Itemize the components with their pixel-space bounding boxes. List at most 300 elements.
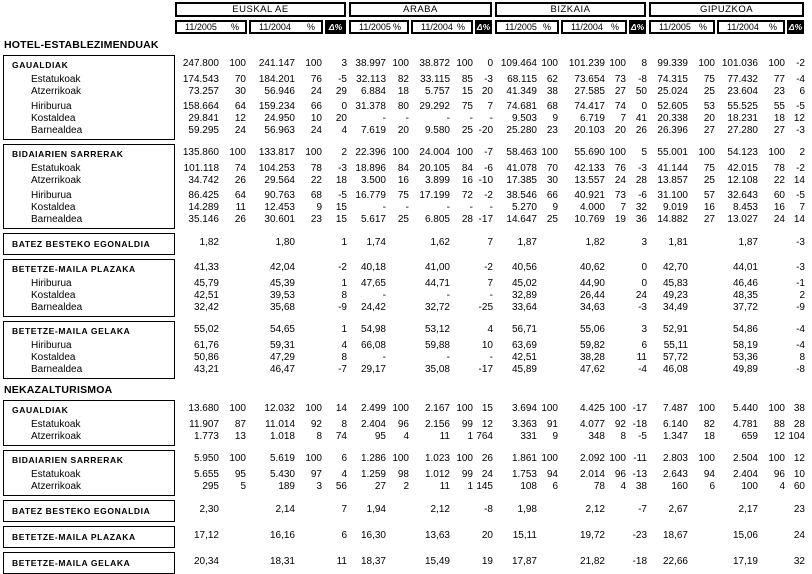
percent-cell: 100 xyxy=(229,58,246,69)
value-cell: 56,71 xyxy=(511,324,537,335)
period-current-header-araba xyxy=(349,20,409,34)
value-cell: 24 xyxy=(773,214,785,225)
value-cell: - xyxy=(469,202,473,213)
row-label: Hiriburua xyxy=(3,275,175,290)
delta-cell: 1 xyxy=(341,324,347,335)
percent-cell: 24 xyxy=(310,86,322,97)
delta-cell: 5 xyxy=(641,147,647,158)
value-cell: 109.464 xyxy=(500,58,537,69)
percent-cell: 5.757 xyxy=(424,86,450,97)
percent-cell xyxy=(297,259,325,275)
value-cell xyxy=(389,337,411,352)
table-row-barnealdea xyxy=(3,364,812,379)
value-cell: 73.257 xyxy=(188,86,219,97)
value-cell xyxy=(389,500,411,522)
value-cell: 75 xyxy=(703,163,715,174)
value-cell xyxy=(761,233,787,255)
value-cell: 12.453 xyxy=(264,202,295,213)
value-cell: 20 xyxy=(397,125,409,136)
percent-cell: 55.001 xyxy=(657,147,688,158)
delta-cell: 2 xyxy=(341,147,347,158)
value-cell: 75 xyxy=(461,101,473,112)
period-label: 11/2005 xyxy=(659,22,691,32)
delta-cell: -18 xyxy=(632,419,647,430)
value-cell: 100 xyxy=(698,58,715,69)
value-cell xyxy=(453,337,475,352)
table-row-gaualdiak xyxy=(3,55,812,71)
percent-cell xyxy=(539,275,561,290)
percent-cell: 22,66 xyxy=(662,556,688,567)
value-cell: 100 xyxy=(456,58,473,69)
delta-cell: 41 xyxy=(635,113,647,124)
percent-cell xyxy=(539,500,561,522)
value-cell: 100 xyxy=(698,453,715,464)
value-cell: 5.950 xyxy=(193,453,219,464)
value-cell: 68.115 xyxy=(507,74,537,85)
table-row-atzerrikoak xyxy=(3,175,812,187)
value-cell xyxy=(389,321,411,337)
percent-cell: 41,00 xyxy=(424,262,450,273)
delta-cell: 7 xyxy=(487,278,493,289)
value-cell: 45,39 xyxy=(269,278,295,289)
value-cell: 38,28 xyxy=(579,352,605,363)
value-cell: 25 xyxy=(703,175,715,186)
value-cell: 100 xyxy=(456,147,473,158)
percent-cell: 45,83 xyxy=(662,278,688,289)
row-label: Atzerrikoak xyxy=(3,481,175,496)
percent-cell: 73 xyxy=(614,74,626,85)
value-cell: 78 xyxy=(593,481,605,492)
delta-cell: -8 xyxy=(484,504,493,515)
percent-cell xyxy=(607,233,629,255)
value-cell xyxy=(761,552,787,574)
value-cell: 15,11 xyxy=(512,530,537,541)
percent-cell: 6.884 xyxy=(360,86,386,97)
percent-cell: 8 xyxy=(316,431,322,442)
row-group xyxy=(3,259,812,317)
percent-cell: 11 xyxy=(439,431,450,442)
percent-cell xyxy=(539,321,561,337)
value-cell: 108 xyxy=(520,481,537,492)
percent-cell: 100 xyxy=(305,403,322,414)
value-cell: 77 xyxy=(773,74,785,85)
value-cell: 101.239 xyxy=(568,58,605,69)
percent-cell: 25.024 xyxy=(657,86,688,97)
percent-cell: 11 xyxy=(439,481,450,492)
delta-cell: 4 xyxy=(341,125,347,136)
percent-cell: 100 xyxy=(741,481,758,492)
percent-cell xyxy=(221,321,249,337)
period-label: 11/2004 xyxy=(571,22,603,32)
period-current-header-gipuzkoa xyxy=(649,20,715,34)
delta-cell: -5 xyxy=(338,190,347,201)
percent-cell: 92 xyxy=(614,419,626,430)
percent-cell: - xyxy=(382,290,386,301)
value-cell: 19,72 xyxy=(579,530,605,541)
value-cell xyxy=(691,352,717,364)
value-cell xyxy=(453,259,475,275)
percent-cell: 87 xyxy=(234,419,246,430)
delta-header-euskal-ae: Δ% xyxy=(325,20,346,34)
value-cell: 63,69 xyxy=(511,340,537,351)
table-row-betetze-maila-plazaka xyxy=(3,526,812,548)
value-cell: 86.425 xyxy=(188,190,219,201)
percent-label: % xyxy=(768,22,777,32)
percent-cell xyxy=(297,500,325,522)
percent-cell: 7.619 xyxy=(360,125,386,136)
percent-label: % xyxy=(610,22,619,32)
percent-cell: 34,49 xyxy=(662,302,688,313)
region-header-gipuzkoa: GIPUZKOA xyxy=(649,2,804,17)
percent-cell: 18,37 xyxy=(360,556,386,567)
percent-cell: 9 xyxy=(552,113,558,124)
delta-cell: 12 xyxy=(481,419,493,430)
value-cell: 100 xyxy=(698,403,715,414)
value-cell: 21,82 xyxy=(579,556,605,567)
percent-label: % xyxy=(306,22,315,32)
percent-cell: 9 xyxy=(316,202,322,213)
percent-cell: 1.259 xyxy=(360,469,386,480)
delta-cell: 15 xyxy=(335,202,347,213)
value-cell xyxy=(761,259,787,275)
percent-cell: 24,42 xyxy=(360,302,386,313)
delta-cell: 3 xyxy=(641,324,647,335)
period-previous-header-araba xyxy=(411,20,473,34)
value-cell: 2,14 xyxy=(275,504,295,515)
percent-cell xyxy=(607,275,629,290)
table-row-estatukoak xyxy=(3,71,812,86)
delta-header-gipuzkoa: Δ% xyxy=(788,22,803,32)
delta-cell: 1 xyxy=(341,278,347,289)
delta-cell: -2 xyxy=(338,262,347,273)
delta-cell: -3 xyxy=(796,125,805,136)
row-label: Estatukoak xyxy=(3,71,175,86)
row-label: BIDAIARIEN SARRERAK xyxy=(3,450,175,466)
table-row-hiriburua xyxy=(3,187,812,202)
row-group xyxy=(3,55,812,140)
percent-cell: - xyxy=(382,113,386,124)
percent-cell xyxy=(539,337,561,352)
percent-cell xyxy=(607,302,629,317)
percent-cell xyxy=(607,352,629,364)
value-cell xyxy=(691,275,717,290)
value-cell: - xyxy=(405,202,409,213)
percent-cell: 9 xyxy=(552,431,558,442)
percent-cell xyxy=(221,337,249,352)
value-cell: 27 xyxy=(703,125,715,136)
percent-cell: 15,06 xyxy=(732,530,758,541)
value-cell: 43,21 xyxy=(193,364,219,375)
percent-cell: 6.805 xyxy=(424,214,450,225)
value-cell: 4 xyxy=(779,481,785,492)
percent-cell: 6.140 xyxy=(662,419,688,430)
value-cell xyxy=(761,352,787,364)
value-cell: 45,02 xyxy=(511,278,537,289)
percent-cell: 100 xyxy=(229,147,246,158)
value-cell: 45,89 xyxy=(511,364,537,375)
delta-cell: 28 xyxy=(793,419,805,430)
table-row-betetze-maila-gelaka xyxy=(3,321,812,337)
value-cell: 1,98 xyxy=(517,504,537,515)
percent-cell: 17,19 xyxy=(732,556,758,567)
delta-cell: 19 xyxy=(481,556,493,567)
region-header-euskal-ae: EUSKAL AE xyxy=(175,2,346,17)
row-label: Atzerrikoak xyxy=(3,175,175,187)
value-cell: 104.253 xyxy=(258,163,295,174)
percent-cell: 101.036 xyxy=(721,58,758,69)
percent-cell: 1.347 xyxy=(662,431,688,442)
value-cell: 42,51 xyxy=(193,290,219,301)
percent-cell: 26 xyxy=(234,214,246,225)
period-label: 11/2004 xyxy=(727,22,759,32)
percent-cell: 31.100 xyxy=(657,190,688,201)
percent-cell xyxy=(539,233,561,255)
delta-cell: - xyxy=(489,113,493,124)
delta-cell: -9 xyxy=(796,302,805,313)
percent-cell: 2.643 xyxy=(662,469,688,480)
percent-cell: 42.015 xyxy=(727,163,758,174)
delta-cell: 56 xyxy=(335,481,347,492)
value-cell xyxy=(389,233,411,255)
percent-cell: - xyxy=(446,352,450,363)
value-cell: 98 xyxy=(397,469,409,480)
value-cell: 59.295 xyxy=(188,125,219,136)
value-cell: 2 xyxy=(403,481,409,492)
value-cell xyxy=(691,364,717,379)
percent-cell xyxy=(539,352,561,364)
percent-cell: 9.019 xyxy=(662,202,688,213)
value-cell: 1.018 xyxy=(269,431,295,442)
table-row-hiriburua xyxy=(3,337,812,352)
percent-cell: 3.899 xyxy=(424,175,450,186)
delta-cell: -5 xyxy=(796,190,805,201)
delta-cell: -8 xyxy=(638,74,647,85)
percent-cell: 26 xyxy=(234,175,246,186)
percent-cell: 42,70 xyxy=(662,262,688,273)
percent-cell xyxy=(297,364,325,379)
table-row-kostaldea xyxy=(3,202,812,214)
row-group xyxy=(3,526,812,548)
percent-cell: 17.199 xyxy=(419,190,450,201)
value-cell xyxy=(453,302,475,317)
value-cell: 55.690 xyxy=(574,147,605,158)
delta-cell: 0 xyxy=(341,101,347,112)
row-label: Barnealdea xyxy=(3,125,175,140)
delta-cell: 14 xyxy=(335,403,347,414)
percent-cell xyxy=(607,290,629,302)
value-cell: 13.680 xyxy=(188,403,219,414)
delta-cell: 26 xyxy=(481,453,493,464)
percent-cell: 46,46 xyxy=(732,278,758,289)
percent-cell: 100 xyxy=(541,147,558,158)
percent-cell: 77.432 xyxy=(727,74,758,85)
row-label: Hiriburua xyxy=(3,337,175,352)
value-cell: 28 xyxy=(461,214,473,225)
percent-cell xyxy=(607,337,629,352)
value-cell: 18 xyxy=(397,86,409,97)
value-cell xyxy=(453,364,475,379)
delta-cell: -2 xyxy=(796,163,805,174)
value-cell: 74.681 xyxy=(506,101,537,112)
percent-cell: 30 xyxy=(234,86,246,97)
percent-cell: 99.339 xyxy=(657,58,688,69)
delta-cell: 32 xyxy=(793,556,805,567)
percent-cell: 22.396 xyxy=(355,147,386,158)
delta-cell: 7 xyxy=(341,504,347,515)
table-row-kostaldea xyxy=(3,290,812,302)
percent-cell: 18.231 xyxy=(727,113,758,124)
value-cell: 29.564 xyxy=(264,175,295,186)
value-cell: 75 xyxy=(397,190,409,201)
delta-header-araba: Δ% xyxy=(476,22,491,32)
percent-cell: 52.605 xyxy=(657,101,688,112)
value-cell xyxy=(453,352,475,364)
value-cell: 9.503 xyxy=(511,113,537,124)
region-header-araba: ARABA xyxy=(349,2,492,17)
table-row-hiriburua xyxy=(3,98,812,113)
value-cell: 78 xyxy=(773,163,785,174)
percent-cell: 18.896 xyxy=(355,163,386,174)
percent-cell: 2,17 xyxy=(738,504,758,515)
percent-cell: 37,72 xyxy=(732,302,758,313)
percent-cell: 1.012 xyxy=(424,469,450,480)
value-cell: 42.133 xyxy=(574,163,605,174)
value-cell: 96 xyxy=(773,469,785,480)
row-label: Barnealdea xyxy=(3,302,175,317)
percent-cell: 2.156 xyxy=(424,419,450,430)
percent-cell: 100 xyxy=(541,58,558,69)
percent-cell: 1,87 xyxy=(738,237,758,248)
value-cell: 12 xyxy=(773,431,785,442)
percent-cell: 27 xyxy=(374,481,386,492)
percent-cell: 5.617 xyxy=(360,214,386,225)
delta-cell: 10 xyxy=(793,469,805,480)
value-cell: 5.655 xyxy=(193,469,219,480)
percent-cell xyxy=(607,552,629,574)
period-label: 11/2004 xyxy=(259,22,291,32)
value-cell: 35,68 xyxy=(269,302,295,313)
value-cell: 56.963 xyxy=(264,125,295,136)
percent-label: % xyxy=(230,22,239,32)
table-row-bidaiarien-sarrerak xyxy=(3,450,812,466)
value-cell: 241.147 xyxy=(258,58,295,69)
value-cell: 33,64 xyxy=(511,302,537,313)
value-cell: 13.557 xyxy=(574,175,605,186)
percent-cell: 27.280 xyxy=(727,125,758,136)
value-cell: 100 xyxy=(768,147,785,158)
delta-cell: 23 xyxy=(793,504,805,515)
table-row-atzerrikoak xyxy=(3,86,812,98)
value-cell: 84 xyxy=(461,163,473,174)
value-cell: 94 xyxy=(703,469,715,480)
percent-cell: 100 xyxy=(305,58,322,69)
delta-cell: -6 xyxy=(484,163,493,174)
value-cell: 34,63 xyxy=(579,302,605,313)
value-cell: 59,31 xyxy=(269,340,295,351)
delta-cell: 6 xyxy=(641,340,647,351)
row-label: Barnealdea xyxy=(3,214,175,229)
value-cell xyxy=(761,337,787,352)
value-cell: 100 xyxy=(768,403,785,414)
delta-cell: 28 xyxy=(635,175,647,186)
value-cell: 35.146 xyxy=(188,214,219,225)
percent-cell: 23.604 xyxy=(727,86,758,97)
percent-cell: 2.404 xyxy=(732,469,758,480)
value-cell: 1,82 xyxy=(199,237,219,248)
row-label: Hiriburua xyxy=(3,187,175,202)
row-group xyxy=(3,400,812,446)
value-cell xyxy=(453,290,475,302)
percent-cell: 48,35 xyxy=(732,290,758,301)
value-cell: 45,79 xyxy=(193,278,219,289)
percent-cell: 23 xyxy=(310,214,322,225)
delta-cell: -10 xyxy=(478,175,493,186)
value-cell: 61,76 xyxy=(193,340,219,351)
percent-cell: 5 xyxy=(240,481,246,492)
percent-cell xyxy=(607,526,629,548)
percent-cell: 100 xyxy=(609,58,626,69)
value-cell xyxy=(389,290,411,302)
value-cell: 3.694 xyxy=(511,403,537,414)
value-cell: 1.861 xyxy=(511,453,537,464)
percent-cell: 94 xyxy=(546,469,558,480)
value-cell: 158.664 xyxy=(182,101,219,112)
delta-cell: - xyxy=(489,202,493,213)
percent-cell: 54,86 xyxy=(732,324,758,335)
row-label: Barnealdea xyxy=(3,364,175,379)
value-cell: 100 xyxy=(392,147,409,158)
percent-cell xyxy=(221,352,249,364)
percent-cell: 8 xyxy=(620,431,626,442)
percent-cell: 14.882 xyxy=(657,214,688,225)
delta-cell: -11 xyxy=(633,453,647,464)
delta-cell: 20 xyxy=(481,86,493,97)
percent-cell: 64 xyxy=(234,190,246,201)
value-cell: 4.077 xyxy=(579,419,605,430)
value-cell: 12.032 xyxy=(264,403,295,414)
percent-cell: 33.115 xyxy=(420,74,450,85)
value-cell: 101.118 xyxy=(183,163,219,174)
value-cell xyxy=(691,233,717,255)
value-cell xyxy=(761,275,787,290)
delta-cell: 20 xyxy=(481,530,493,541)
percent-cell xyxy=(221,275,249,290)
value-cell: - xyxy=(405,113,409,124)
row-label: Hiriburua xyxy=(3,98,175,113)
value-cell xyxy=(691,552,717,574)
value-cell: 40.921 xyxy=(574,190,605,201)
table-row-betetze-maila-plazaka xyxy=(3,259,812,275)
delta-cell: 4 xyxy=(487,324,493,335)
value-cell: 5.430 xyxy=(269,469,295,480)
value-cell: 55,06 xyxy=(579,324,605,335)
percent-cell: 2.803 xyxy=(662,453,688,464)
row-label: Atzerrikoak xyxy=(3,431,175,446)
delta-cell: 11 xyxy=(336,556,347,567)
percent-cell: 78 xyxy=(310,163,322,174)
percent-cell: 100 xyxy=(229,453,246,464)
table-row-batez-besteko-egonaldia xyxy=(3,500,812,522)
value-cell: 42,51 xyxy=(511,352,537,363)
percent-cell: 100 xyxy=(609,147,626,158)
value-cell: 75 xyxy=(703,74,715,85)
value-cell: 39,53 xyxy=(269,290,295,301)
delta-cell: 4 xyxy=(341,469,347,480)
delta-cell: 24 xyxy=(635,290,647,301)
percent-cell: 160 xyxy=(671,481,688,492)
delta-cell: -17 xyxy=(478,364,493,375)
percent-cell: 5.440 xyxy=(732,403,758,414)
